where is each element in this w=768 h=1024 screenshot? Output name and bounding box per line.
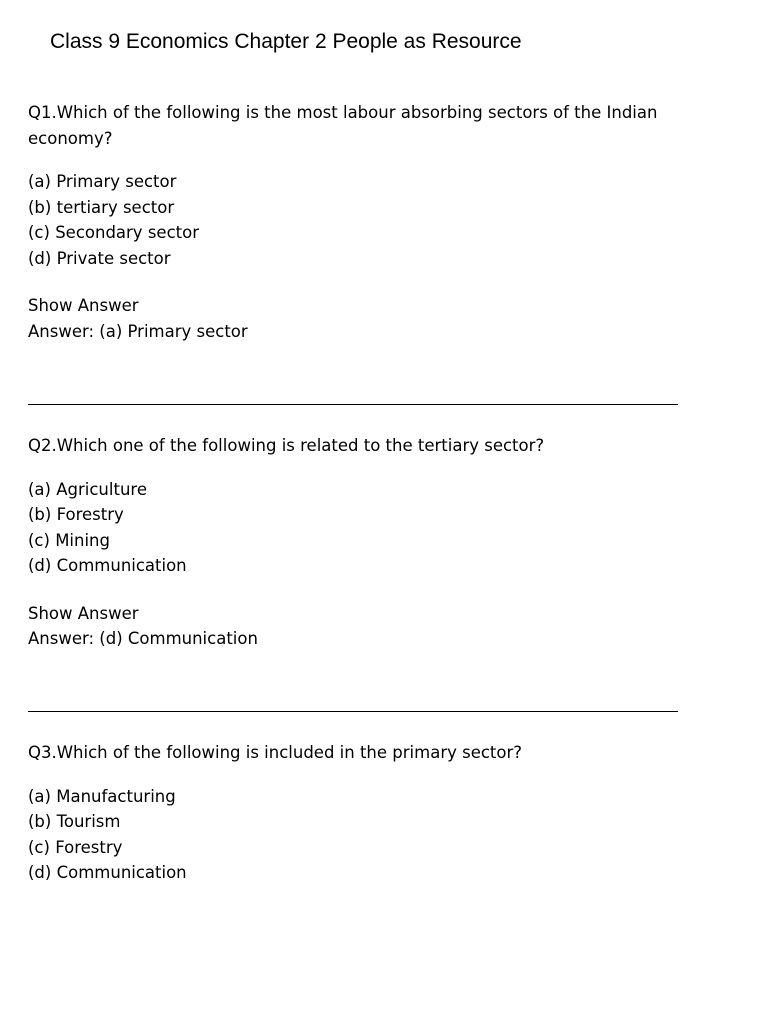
option-c: (c) Forestry xyxy=(28,837,123,857)
question-block-2 xyxy=(28,433,678,652)
option-a: (a) Agriculture xyxy=(28,479,147,499)
option-b: (b) Forestry xyxy=(28,505,124,524)
answer-area xyxy=(28,293,678,344)
option-b: (b) Tourism xyxy=(28,812,121,831)
options-list xyxy=(28,169,678,271)
question-block-1 xyxy=(28,100,678,344)
answer-area xyxy=(28,601,678,652)
option-c: (c) Mining xyxy=(28,530,110,550)
answer-text: Answer: (a) Primary sector xyxy=(28,321,248,341)
show-answer-link[interactable]: Show Answer xyxy=(28,603,139,623)
option-d: (d) Communication xyxy=(28,863,187,882)
option-c: (c) Secondary sector xyxy=(28,223,199,242)
section-divider xyxy=(28,711,678,712)
question-text: Q2.Which one of the following is related to the tertiary sector? xyxy=(28,436,545,455)
options-list xyxy=(28,477,678,579)
section-divider xyxy=(28,404,678,405)
show-answer-link[interactable]: Show Answer xyxy=(28,296,139,315)
option-a: (a) Manufacturing xyxy=(28,786,176,806)
option-d: (d) Private sector xyxy=(28,248,171,268)
page-title: Class 9 Economics Chapter 2 People as Resource xyxy=(50,30,522,53)
question-text: Q3.Which of the following is included in the primary sector? xyxy=(28,743,523,762)
question-block-3 xyxy=(28,740,678,886)
answer-text: Answer: (d) Communication xyxy=(28,629,258,648)
question-text: Q1.Which of the following is the most labour absorbing sectors of the Indian economy? xyxy=(28,103,658,148)
options-list xyxy=(28,784,678,886)
option-b: (b) tertiary sector xyxy=(28,197,175,217)
option-d: (d) Communication xyxy=(28,556,187,575)
option-a: (a) Primary sector xyxy=(28,172,177,191)
